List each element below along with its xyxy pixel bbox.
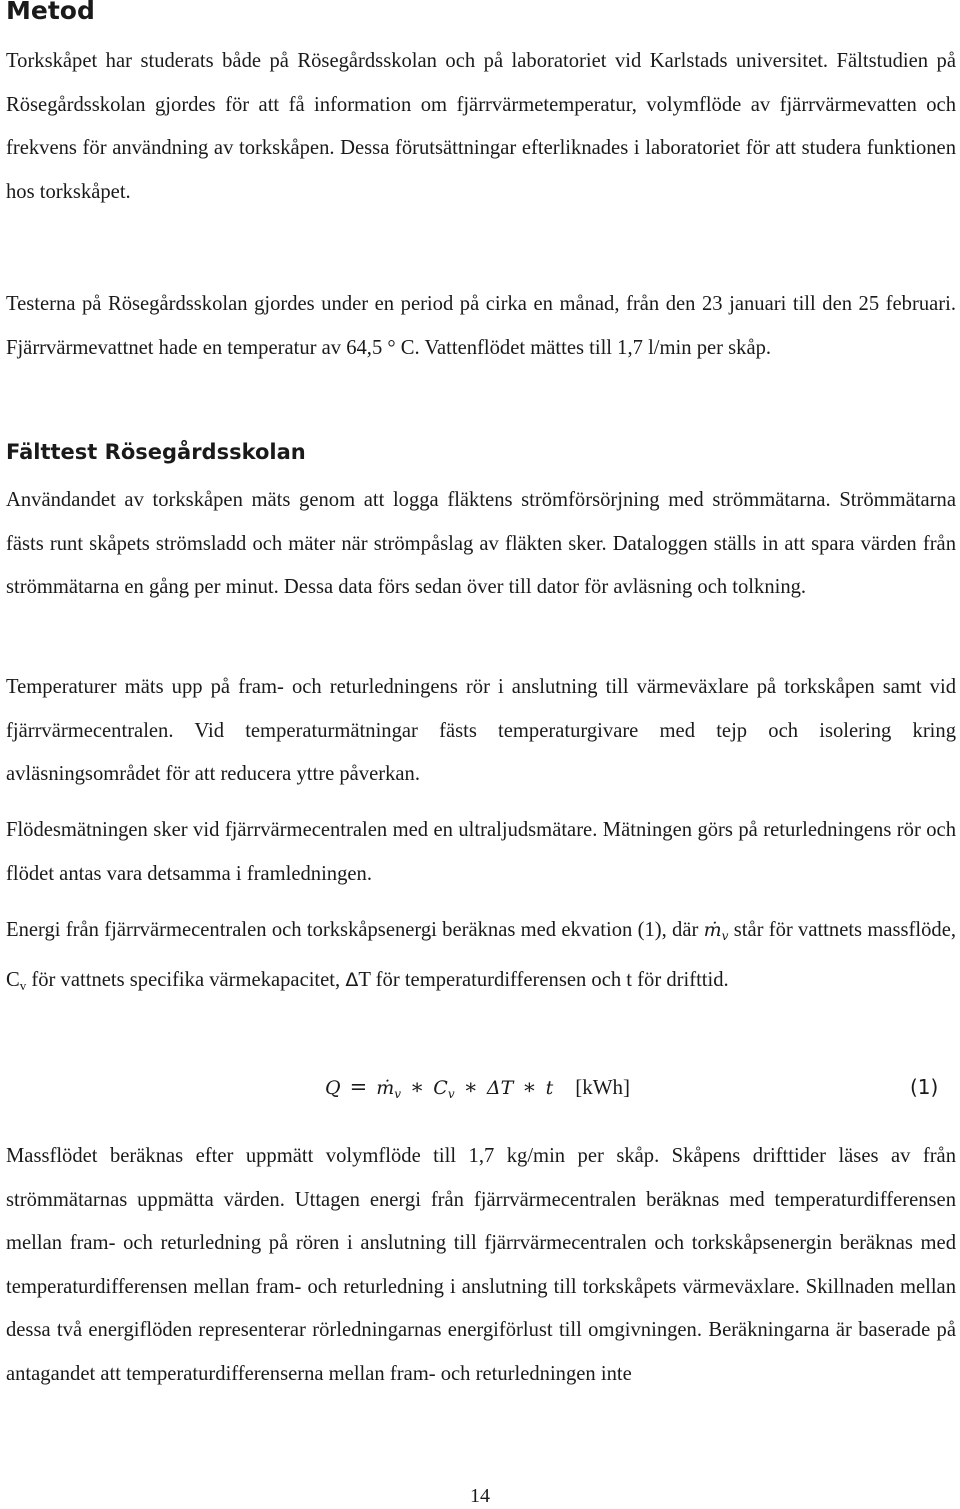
page-number: 14 (470, 1485, 490, 1507)
paragraph-flow-measurement: Flödesmätningen sker vid fjärrvärmecentralen med en ultraljudsmätare. Mätningen görs på returledningens rör och flödet antas vara detsamma i framledningen. (6, 819, 956, 885)
delta-symbol: Δ (345, 968, 359, 991)
heat-capacity-subscript: v (19, 977, 27, 993)
paragraph-mass-flow-calculation: Massflödet beräknas efter uppmätt volymflöde till 1,7 kg/min per skåp. Skåpens drifttider läses av från strömmätarnas uppmätta värden. Uttagen energi från fjärrvärmecentralen beräknas med temperaturdifferensen mellan fram- och returledning på rören i anslutning till fjärrvärmecentralen och torkskåpsenergin beräknas med temperaturdifferensen mellan fram- och returledning i anslutning till torkskåpets värmeväxlare. Skillnaden mellan dessa två energiflöden representerar rörledningarnas energiförlust till omgivningen. Beräkningarna är baserade på antagandet att temperaturdifferenserna mellan fram- och returledningen inte (6, 1145, 956, 1385)
equation-mass-flow: ṁ (376, 1077, 395, 1099)
energy-equation (325, 1071, 630, 1110)
text-segment: Energi från fjärrvärmecentralen och torkskåpsenergi beräknas med ekvation (1), där (6, 919, 704, 941)
section-heading-metod: Metod (6, 0, 95, 25)
equation-number: (1) (910, 1075, 939, 1099)
equation-heat-capacity-subscript: v (447, 1087, 455, 1101)
mass-flow-symbol: ṁ (703, 919, 722, 941)
equation-lhs: Q (325, 1077, 341, 1099)
mass-flow-subscript: v (721, 929, 729, 943)
paragraph-usage-logging: Användandet av torkskåpen mäts genom att logga fläktens strömförsörjning med strömmätarna. Strömmätarna fästs runt skåpets strömsladd och mäter när strömpåslag av fläkten sker. Dataloggen ställs in att spara värden från strömmätarna en gång per minut. Dessa data förs sedan över till dator för avläsning och tolkning. (6, 489, 956, 598)
subsection-heading-falttest: Fälttest Rösegårdsskolan (6, 440, 306, 464)
text-segment: för vattnets specifika värmekapacitet, (26, 968, 346, 991)
equation-unit: [kWh] (575, 1075, 631, 1099)
text-segment: står för vattnets massflöde, C (6, 919, 957, 991)
equation-times: ∗ (522, 1075, 537, 1099)
equation-heat-capacity: C (433, 1077, 448, 1099)
equation-times: ∗ (410, 1075, 425, 1099)
equation-time: t (545, 1077, 554, 1099)
equation-mass-flow-subscript: v (394, 1087, 401, 1101)
paragraph-energy-definition (6, 909, 956, 1007)
equation-equals: = (349, 1075, 368, 1099)
paragraph-test-period: Testerna på Rösegårdsskolan gjordes under en period på cirka en månad, från den 23 januari till den 25 februari. Fjärrvärmevattnet hade en temperatur av 64,5 ° C. Vattenflödet mättes till 1,7 l/min per skåp. (6, 293, 956, 359)
equation-delta-t: ΔT (486, 1077, 514, 1099)
text-segment: T för temperaturdifferensen och t för drifttid. (358, 968, 729, 991)
equation-times: ∗ (463, 1075, 478, 1099)
paragraph-temperature-measurement: Temperaturer mäts upp på fram- och returledningens rör i anslutning till värmeväxlare på torkskåpen samt vid fjärrvärmecentralen. Vid temperaturmätningar fästs temperaturgivare med tejp och isolering kring avläsningsområdet för att reducera yttre påverkan. (6, 676, 956, 785)
paragraph-intro: Torkskåpet har studerats både på Rösegårdsskolan och på laboratoriet vid Karlstads universitet. Fältstudien på Rösegårdsskolan gjordes för att få information om fjärrvärmetemperatur, volymflöde av fjärrvärmevatten och frekvens för användning av torkskåpen. Dessa förutsättningar efterliknades i laboratoriet för att studera funktionen hos torkskåpet. (6, 50, 956, 203)
